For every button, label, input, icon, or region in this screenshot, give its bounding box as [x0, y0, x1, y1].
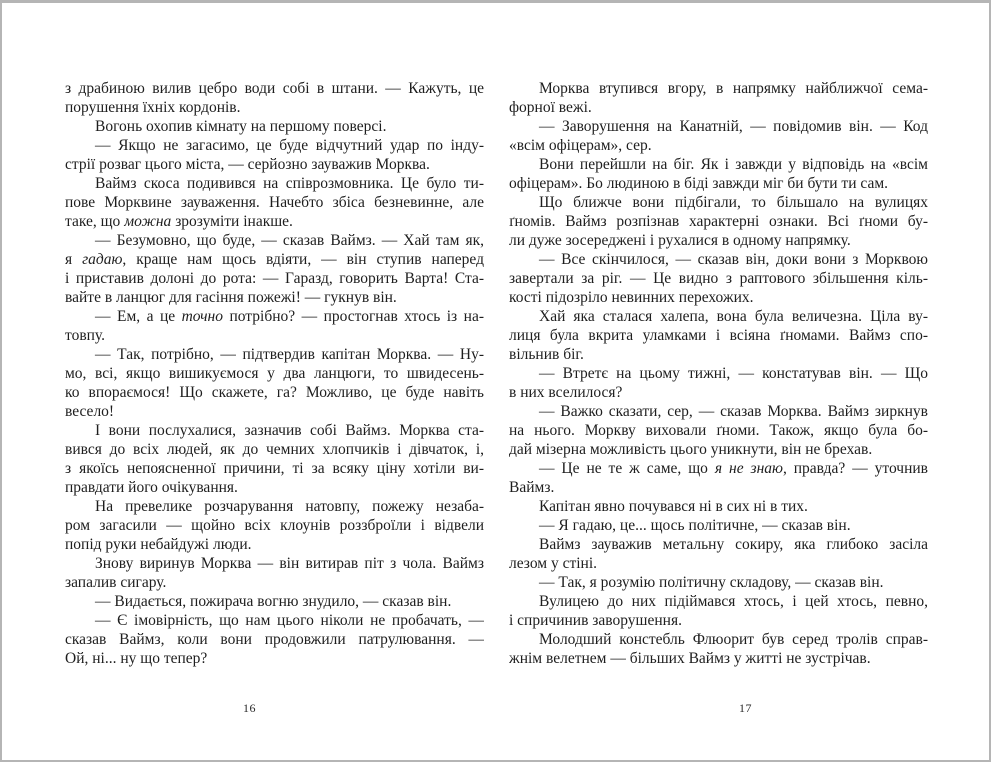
paragraph [509, 535, 928, 573]
text-line: Молодший констебль Флюорит був серед тролів справ- [539, 631, 928, 648]
text-line: Ой, ні... ну що тепер? [65, 650, 208, 667]
text-line: з якоїсь непоясненної причини, ті за всяку ціну хотіли ви- [65, 460, 484, 477]
text-line: — Так, потрібно, — підтвердив капітан Морква. — Ну- [95, 346, 484, 363]
text-line: — Видається, пожирача вогню знудило, — сказав він. [95, 593, 452, 610]
text-line: форної вежі. [509, 99, 592, 116]
text-line: — Це не те ж саме, що я не знаю, правда? — уточнив [539, 460, 928, 477]
paragraph [65, 174, 484, 231]
text-line: Вулицею до них підіймався хтось, і цей хтось, певно, [539, 593, 928, 610]
text-line: і приставив долоні до рота: — Гаразд, говорить Варта! Ста- [65, 270, 484, 287]
text-line: — Важко сказати, сер, — сказав Морква. Ваймз зиркнув [539, 403, 928, 420]
paragraph [65, 497, 484, 554]
text-line: весело! [65, 403, 115, 420]
paragraph [65, 421, 484, 497]
page-left-text [65, 79, 484, 668]
text-line: ко впораємося! Що скажете, га? Можливо, це буде навіть [65, 384, 484, 401]
text-line: — Якщо не загасимо, це буде відчутний удар по інду- [95, 137, 484, 154]
book-spread [2, 3, 989, 760]
text-line: офіцерам». Бо людиною в біді завжди міг би бути ти сам. [509, 175, 889, 192]
paragraph [65, 554, 484, 592]
text-line: і спричинив заворушення. [509, 612, 682, 629]
paragraph [509, 364, 928, 402]
text-line: лезом у стіні. [509, 555, 598, 572]
text-line: — Безумовно, що буде, — сказав Ваймз. — Хай там як, [95, 232, 484, 249]
paragraph [509, 497, 928, 516]
paragraph [509, 193, 928, 250]
text-line: сказав Ваймз, коли вони продовжили патрулювання. — [65, 631, 484, 648]
text-line: мо, всі, якщо вишикуємося у два ланцюги, то швидесень- [65, 365, 484, 382]
text-line: кості підозріло невинних перехожих. [509, 289, 754, 306]
paragraph [65, 136, 484, 174]
text-line: Капітан явно почувався ні в сих ні в тих. [539, 498, 808, 515]
paragraph [509, 307, 928, 364]
text-line: — Я гадаю, це... щось політичне, — сказав він. [539, 517, 851, 534]
text-line: — Заворушення на Канатній, — повідомив він. — Код [539, 118, 928, 135]
text-line: Морква втупився вгору, в напрямку найближчої сема- [539, 80, 928, 97]
text-line: вився до всіх людей, як до чемних хлопчиків і дівчаток, і, [65, 441, 484, 458]
text-line: — Є імовірність, що нам цього ніколи не пробачать, — [95, 612, 484, 629]
text-line: з драбиною вилив цебро води собі в штани. — Кажуть, це [65, 80, 484, 97]
text-line: — Втретє на цьому тижні, — констатував він. — Що [539, 365, 928, 382]
paragraph [509, 573, 928, 592]
text-line: я гадаю, краще нам щось вдіяти, — він ступив наперед [65, 251, 484, 268]
text-line: ґномів. Ваймз розпізнав характерні ознаки. Всі ґноми бу- [509, 213, 928, 230]
paragraph [509, 402, 928, 459]
text-line: запалив сигару. [65, 574, 167, 591]
paragraph [65, 79, 484, 117]
paragraph [65, 611, 484, 668]
text-line: стрії розваг цього міста, — серйозно зауважив Морква. [65, 156, 430, 173]
text-line: вайте в ланцюг для гасіння пожежі! — гукнув він. [65, 289, 397, 306]
text-line: таке, що можна зрозуміти інакше. [65, 213, 293, 230]
paragraph [509, 630, 928, 668]
text-line: — Ем, а це точно потрібно? — простогнав хтось із на- [95, 308, 484, 325]
text-line: ром загасили — щойно всіх клоунів роззброїли і відвели [65, 517, 484, 534]
text-line: На превелике розчарування натовпу, пожежу незаба- [95, 498, 484, 515]
text-line: жнім велетнем — більших Ваймз у житті не зустрічав. [509, 650, 871, 667]
paragraph [65, 117, 484, 136]
paragraph [509, 592, 928, 630]
text-line: — Так, я розумію політичну складову, — сказав він. [539, 574, 884, 591]
page-number-right: 17 [739, 701, 752, 715]
text-line: товпу. [65, 327, 106, 344]
paragraph [509, 459, 928, 497]
page-right-text [509, 79, 928, 668]
text-line: пове Морквине зауваження. Начебто збіса безневинне, але [65, 194, 484, 211]
paragraph [509, 250, 928, 307]
text-line: Вони перейшли на біг. Як і завжди у відповідь на «всім [539, 156, 928, 173]
text-line: порушення їхніх кордонів. [65, 99, 241, 116]
text-line: Ваймз скоса подивився на співрозмовника. Це було ти- [95, 175, 484, 192]
text-line: Знову виринув Морква — він витирав піт з чола. Ваймз [95, 555, 484, 572]
text-line: правдати його очікування. [65, 479, 238, 496]
text-line: Ваймз зауважив метальну сокиру, яка глибоко засіла [539, 536, 928, 553]
text-line: завертали за ріг. — Це видно з раптового збільшення кіль- [509, 270, 928, 287]
text-line: в них вселилося? [509, 384, 623, 401]
text-line: — Все скінчилося, — сказав він, доки вони з Морквою [539, 251, 928, 268]
text-line: Що ближче вони підбігали, то більшало на вулицях [539, 194, 928, 211]
paragraph [65, 307, 484, 345]
paragraph [509, 79, 928, 117]
text-line: Ваймз. [509, 479, 555, 496]
paragraph [509, 516, 928, 535]
paragraph [65, 345, 484, 421]
text-line: Вогонь охопив кімнату на першому поверсі. [95, 118, 387, 135]
paragraph [509, 155, 928, 193]
text-line: ли дуже зосереджені і рухалися в одному напрямку. [509, 232, 851, 249]
text-line: дай мізерна можливість цього уникнути, він не брехав. [509, 441, 873, 458]
text-line: вільнив біг. [509, 346, 584, 363]
text-line: на нього. Моркву виховали ґноми. Також, якщо була бо- [509, 422, 928, 439]
paragraph [65, 592, 484, 611]
paragraph [65, 231, 484, 307]
text-line: попід руки небайдужі люди. [65, 536, 252, 553]
text-line: лиця була вкрита уламками і всіяна ґномами. Ваймз спо- [509, 327, 928, 344]
paragraph [509, 117, 928, 155]
text-line: «всім офіцерам», сер. [509, 137, 652, 154]
text-line: І вони послухалися, зазначив собі Ваймз. Морква ста- [95, 422, 484, 439]
page-number-left: 16 [243, 701, 256, 715]
text-line: Хай яка сталася халепа, вона була величезна. Ціла ву- [539, 308, 928, 325]
